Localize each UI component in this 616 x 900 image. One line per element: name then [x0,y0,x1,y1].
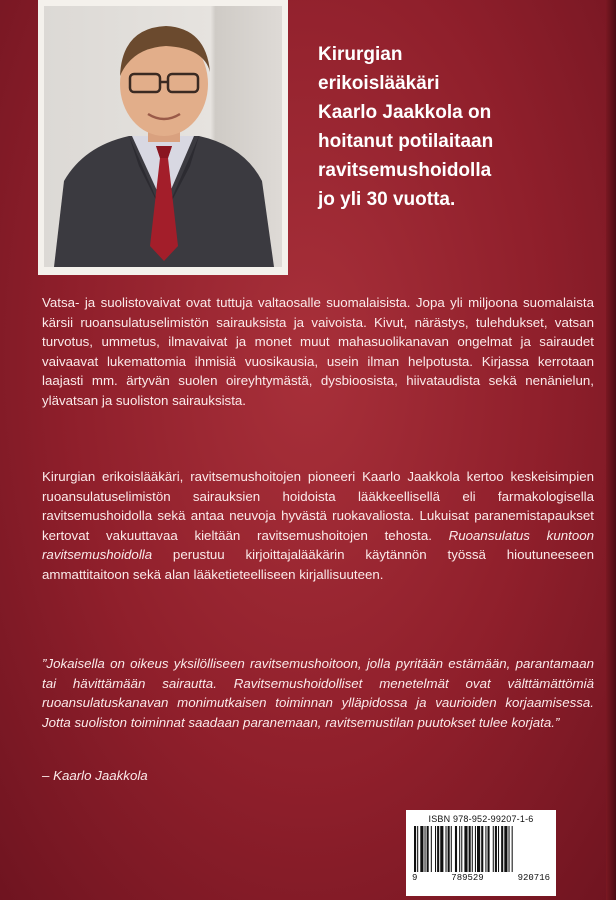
barcode-bar [472,826,473,872]
isbn-barcode [406,810,556,896]
barcode-bar [477,826,480,872]
barcode-bar [414,826,416,872]
barcode-bar [451,826,452,872]
barcode-bar [435,826,436,872]
barcode-bar [420,826,423,872]
barcode-digits [412,873,550,883]
barcode-bar [464,826,467,872]
barcode-bar [501,826,503,872]
barcode-bar [495,826,497,872]
barcode-bar [504,826,507,872]
book-title: Ruoansulatus kuntoon ravitsemushoidolla [42,527,594,562]
barcode-bar [440,826,443,872]
barcode-bar [488,826,490,872]
body-paragraph-2 [42,467,594,584]
barcode-bar [485,826,486,872]
barcode-bar [455,826,457,872]
paragraph-2-text-start: Kirurgian erikoislääkäri, ravitsemushoitojen pioneeri Kaarlo Jaakkola kertoo keskeisimpien ruoansulatuselimistön sairauksien hoidoista lääkkeellisellä eli farmakologisella ravitsemushoidolla sekä antaa neuvoja hyvästä ruokavaliosta. Lukuisat paranemistapaukset kertovat vakuuttavaa kieltään ravitsemushoitojen tehosta. [42,469,594,543]
intro-heading: Kirurgian erikoislääkäri Kaarlo Jaakkola on hoitanut potilaitaan ravitsemushoidolla jo yli 30 vuotta. [318,44,494,210]
barcode-digits-left: 789529 [451,873,484,883]
barcode-bar [475,826,476,872]
barcode-bar [509,826,510,872]
barcode-bar [461,826,462,872]
author-quote: ”Jokaisella on oikeus yksilölliseen ravitsemushoitoon, jolla pyritään estämään, parantamaan tai hävittämään sairautta. Ravitsemushoidolliset menetelmät ovat välttämättömiä ruoansulatuskanavan monimutkaisen toiminnan ylläpidossa ja vaurioiden korjaamisessa. Jotta suoliston toiminnat saadaan paranemaan, ravitsemustilan puutokset tulee korjata.” [42,656,594,730]
isbn-label: ISBN 978-952-99207-1-6 [428,814,534,824]
barcode-bar [425,826,426,872]
quote-author: – Kaarlo Jaakkola [42,768,148,783]
barcode-bar [459,826,460,872]
barcode-bar [481,826,483,872]
paragraph-2-text-end: perustuu kirjoittajalääkärin käytännön työssä hioutuneeseen ammattitaitoon sekä alan lääketieteelliseen kirjallisuuteen. [42,547,594,582]
barcode-bar [431,826,432,872]
barcode-bar [417,826,418,872]
barcode-bar [493,826,494,872]
barcode-bar [437,826,439,872]
barcode-digit-first: 9 [412,873,418,883]
barcode-bar [469,826,471,872]
barcode-bar [446,826,447,872]
barcode-digits-right: 920716 [517,873,550,883]
barcode-bar [498,826,499,872]
barcode-bars [412,826,550,872]
author-portrait-image [44,6,282,267]
spine-edge [606,0,616,900]
barcode-bar [427,826,429,872]
author-photo-frame [38,0,288,275]
barcode-bar [448,826,450,872]
author-photo [44,6,282,267]
body-paragraph-1: Vatsa- ja suolistovaivat ovat tuttuja valtaosalle suomalaisista. Jopa yli miljoona suomalaista kärsii ruoansulatuselimistön sairauksista ja vaivoista. Kivut, närästys, tulehdukset, vatsan turvotus, ummetus, ilmavaivat ja monet muut mahasuolikanavan ongelmat ja sairaudet vaivaavat lukemattomia ihmisiä vuosikausia, usein ilman helpotusta. Kirjassa kerrotaan laajasti mm. ärtyvän suolen oireyhtymästä, dysbioosista, hiivataudista sekä nenänielun, ylävatsan ja suoliston sairauksista. [42,295,594,408]
barcode-bar [512,826,513,872]
